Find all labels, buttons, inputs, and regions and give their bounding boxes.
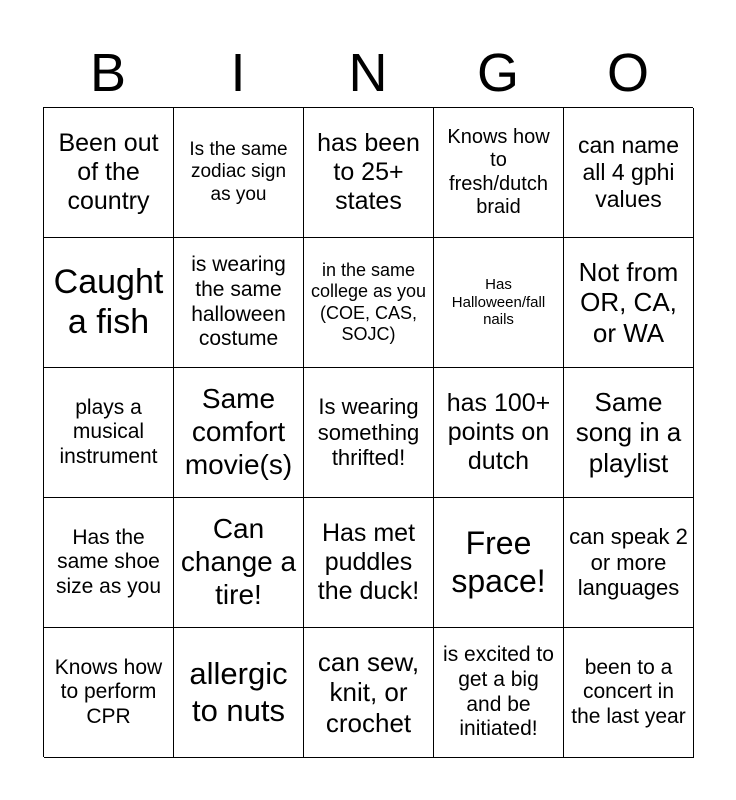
bingo-cell-n5[interactable]: can sew, knit, or crochet <box>304 628 434 758</box>
bingo-cell-o3[interactable]: Same song in a playlist <box>564 368 694 498</box>
bingo-cell-g1[interactable]: Knows how to fresh/dutch braid <box>434 108 564 238</box>
bingo-cell-n4[interactable]: Has met puddles the duck! <box>304 498 434 628</box>
bingo-cell-o5[interactable]: been to a concert in the last year <box>564 628 694 758</box>
bingo-cell-i2[interactable]: is wearing the same halloween costume <box>174 238 304 368</box>
bingo-cell-i1[interactable]: Is the same zodiac sign as you <box>174 108 304 238</box>
header-letter-g: G <box>476 43 519 103</box>
bingo-cell-b3[interactable]: plays a musical instrument <box>44 368 174 498</box>
header-letter-o: O <box>606 43 649 103</box>
bingo-card-grid <box>43 107 693 757</box>
bingo-header <box>43 40 693 106</box>
bingo-cell-o4[interactable]: can speak 2 or more languages <box>564 498 694 628</box>
header-letter-n: N <box>348 43 388 103</box>
bingo-cell-i4[interactable]: Can change a tire! <box>174 498 304 628</box>
bingo-cell-o2[interactable]: Not from OR, CA, or WA <box>564 238 694 368</box>
bingo-cell-g2[interactable]: Has Halloween/fall nails <box>434 238 564 368</box>
bingo-cell-o1[interactable]: can name all 4 gphi values <box>564 108 694 238</box>
bingo-cell-g3[interactable]: has 100+ points on dutch <box>434 368 564 498</box>
bingo-cell-i3[interactable]: Same comfort movie(s) <box>174 368 304 498</box>
bingo-cell-g5[interactable]: is excited to get a big and be initiated! <box>434 628 564 758</box>
bingo-cell-n2[interactable]: in the same college as you (COE, CAS, SOJC) <box>304 238 434 368</box>
bingo-cell-g4-free-space[interactable]: Free space! <box>434 498 564 628</box>
header-letter-i: I <box>230 43 246 103</box>
bingo-cell-b5[interactable]: Knows how to perform CPR <box>44 628 174 758</box>
bingo-cell-i5[interactable]: allergic to nuts <box>174 628 304 758</box>
bingo-cell-b4[interactable]: Has the same shoe size as you <box>44 498 174 628</box>
bingo-cell-n1[interactable]: has been to 25+ states <box>304 108 434 238</box>
bingo-cell-b2[interactable]: Caught a fish <box>44 238 174 368</box>
header-letter-b: B <box>89 43 127 103</box>
bingo-cell-b1[interactable]: Been out of the country <box>44 108 174 238</box>
bingo-cell-n3[interactable]: Is wearing something thrifted! <box>304 368 434 498</box>
